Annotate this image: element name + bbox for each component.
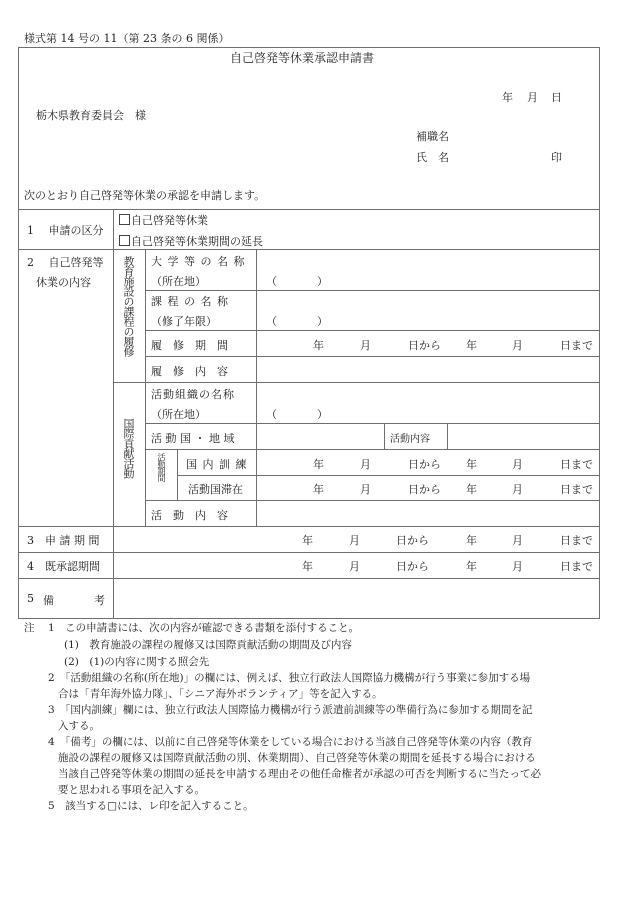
univ-paren-open: （ [266,275,277,288]
activity-period-label: 活動期間 [157,453,166,481]
frame-bottom [18,618,600,619]
period-month: 月 [360,458,371,471]
period-from: 日から [408,339,441,352]
frame-top [18,47,600,48]
option-self-development-leave[interactable] [119,212,208,228]
period-year: 年 [302,534,313,547]
period-from: 日から [408,483,441,496]
note-3a: 3 「国内訓練」欄には、独立行政法人国際協力機構が行う派遣前訓練等の準備行為に参加する期間を記 [48,704,533,716]
date-year-label: 年 [502,91,513,104]
note-4b: 施設の課程の履修又は国際貢献活動の別、休業期間）、自己啓発等休業の期間を延長する場合における [58,752,536,764]
row5-label-b: 考 [94,594,105,607]
row5-number: 5 [27,592,34,605]
org-bottom [145,423,600,424]
period-year2: 年 [466,483,477,496]
frame-right [599,47,600,619]
period-to: 日まで [560,534,593,547]
period-month2: 月 [512,339,523,352]
row4-label: 4 既承認期間 [27,560,100,573]
period-year: 年 [302,560,313,573]
note-4d: 要と思われる事項を記入する。 [58,784,205,796]
field-col-divider-edu [256,249,257,382]
period-from: 日から [396,560,429,573]
domestic-training-label: 国 内 訓 練 [186,458,248,471]
notes-prefix: 注 [24,622,35,634]
addressee: 栃木県教育委員会 様 [36,109,146,122]
org-location-label: （所在地） [151,408,206,421]
period-to: 日まで [560,483,593,496]
note-4c: 当該自己啓発等休業の期間の延長を申請する理由その他任命権者が承認の可否を判断するに当たって必 [58,768,541,780]
study-content-label: 履 修 内 容 [151,365,228,378]
univ-location-label: （所在地） [151,275,206,288]
period-year: 年 [313,483,324,496]
period-month2: 月 [512,483,523,496]
course-paren-open: （ [266,315,277,328]
period-year: 年 [313,339,324,352]
period-bottom [145,356,600,357]
period-month2: 月 [512,560,523,573]
option-label: 自己啓発等休業期間の延長 [131,235,263,248]
activity-content-small-label: 活動内容 [390,434,430,445]
course-name-label: 課 程 の 名 称 [151,295,229,308]
row1-top [18,209,600,210]
period-to: 日まで [560,458,593,471]
group-col-divider [145,249,146,526]
org-paren-open: （ [266,408,277,421]
country-label: 活 動 国 ・ 地 域 [151,432,235,445]
intl-group-label: 国際貢献活動 [122,418,135,478]
row5-label-a: 備 [43,594,54,607]
intro-text: 次のとおり自己啓発等休業の承認を申請します。 [24,189,266,202]
period-year2: 年 [466,339,477,352]
row1-label: 1 申請の区分 [27,224,104,237]
period-month2: 月 [512,458,523,471]
univ-name-label: 大 学 等 の 名 称 [151,255,246,268]
seal-label: 印 [551,151,562,164]
univ-paren-close: ） [317,275,328,288]
note-3b: 入する。 [58,720,100,732]
period-from: 日から [396,534,429,547]
note-2b: 合は「青年海外協力隊」、「シニア海外ボランティア」等を記入する。 [58,688,383,700]
row5-top [18,578,600,579]
overseas-stay-label: 活動国滞在 [188,483,243,496]
org-paren-close: ） [317,408,328,421]
edu-group-label: 教育施設の課程の履修 [122,256,135,356]
activity-box-right [447,423,448,449]
form-reference: 様式第 14 号の 11（第 23 条の 6 関係） [24,32,230,45]
option-label: 自己啓発等休業 [131,214,208,227]
period-month2: 月 [512,534,523,547]
position-label: 補職名 [416,130,449,143]
period-to: 日まで [560,560,593,573]
date-month-label: 月 [527,91,538,104]
label-col-divider [113,209,114,619]
period-year2: 年 [466,560,477,573]
form-title: 自己啓発等休業承認申請書 [230,51,375,65]
period-from: 日から [408,458,441,471]
period-to: 日まで [560,339,593,352]
row3-label: 3 申 請 期 間 [27,534,100,547]
activity-box-left [384,423,385,449]
training-bottom [177,475,600,476]
name-label: 氏 名 [416,151,449,164]
frame-left [18,47,19,619]
period-subcol-divider [177,449,178,500]
note-2a: 2 「活動組織の名称(所在地)」の欄には、例えば、独立行政法人国際協力機構が行う事業に参加する場 [48,672,531,684]
period-month: 月 [349,534,360,547]
row2-label-line2: 休業の内容 [36,276,91,289]
note-1b: (2) (1)の内容に関する照会先 [64,656,210,668]
row2-top [18,249,600,250]
row2-label-line1: 2 自己啓発等 [27,256,104,269]
course-paren-close: ） [317,315,328,328]
note-4a: 4 「備考」の欄には、以前に自己啓発等休業をしている場合における当該自己啓発等休業の内容（教育 [48,736,533,748]
checkbox-icon[interactable] [119,235,130,246]
stay-bottom [145,500,600,501]
note-1a: (1) 教育施設の課程の履修又は国際貢献活動の期間及び内容 [64,639,352,651]
checkbox-icon[interactable] [119,214,130,225]
row4-top [18,552,600,553]
row3-top [18,526,600,527]
activity-content-label: 活 動 内 容 [151,509,228,522]
field-col-divider-intl [256,382,257,526]
period-month: 月 [360,339,371,352]
period-year2: 年 [466,534,477,547]
country-bottom [145,449,600,450]
period-month: 月 [349,560,360,573]
edu-bottom [113,382,600,383]
note-5: 5 該当する□には、レ印を記入すること。 [48,800,254,812]
date-day-label: 日 [551,91,562,104]
course-bottom [145,330,600,331]
note-1: 1 この申請書には、次の内容が確認できる書類を添付すること。 [48,622,360,634]
course-years-label: （修了年限） [151,315,217,328]
study-period-label: 履 修 期 間 [151,339,228,352]
univ-bottom [145,290,600,291]
period-year: 年 [313,458,324,471]
period-year2: 年 [466,458,477,471]
org-name-label: 活動組織の名称 [151,388,235,401]
option-extension[interactable] [119,233,263,249]
period-month: 月 [360,483,371,496]
